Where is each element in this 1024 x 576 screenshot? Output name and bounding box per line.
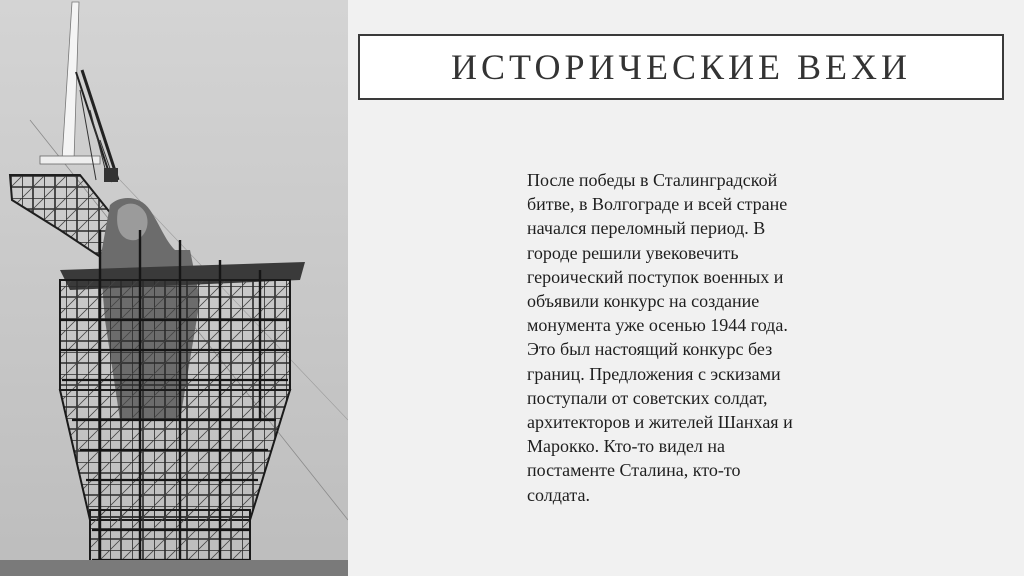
monument-construction-photo [0,0,348,576]
photo-drawing [0,0,348,576]
slide-body-text: После победы в Сталинградской битве, в Волгограде и всей стране начался переломный период. В городе решили увековечить героический поступок военных и объявили конкурс на создание монумента уже осенью 1944 года. Это был настоящий конкурс без границ. Предложения с эскизами поступали от советских солдат, архитекторов и жителей Шанхая и Марокко. Кто-то видел на постаменте Сталина, кто-то солдата. [527,170,793,505]
title-box [358,34,1004,100]
slide-title: ИСТОРИЧЕСКИЕ ВЕХИ [451,47,911,87]
